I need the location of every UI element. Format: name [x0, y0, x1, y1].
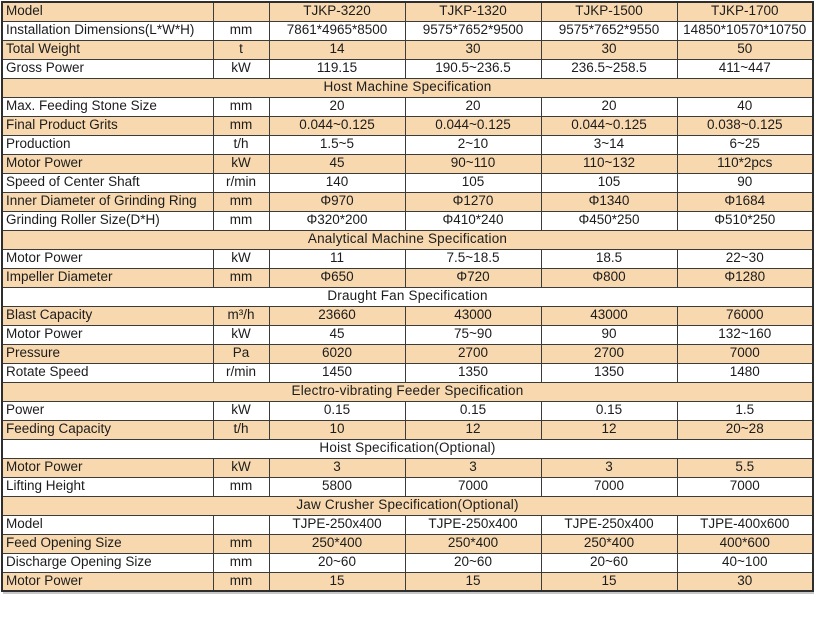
spec-unit: mm [213, 97, 269, 116]
spec-value: 11 [269, 249, 405, 268]
spec-value: 5800 [269, 477, 405, 496]
spec-label: Pressure [2, 344, 213, 363]
spec-value: 15 [269, 572, 405, 591]
spec-label: Motor Power [2, 458, 213, 477]
spec-value: Φ1340 [541, 192, 677, 211]
spec-value: Φ1280 [677, 268, 813, 287]
spec-label: Rotate Speed [2, 363, 213, 382]
spec-row [2, 534, 813, 553]
spec-value: 43000 [541, 306, 677, 325]
spec-label: Grinding Roller Size(D*H) [2, 211, 213, 230]
spec-row [2, 344, 813, 363]
spec-value: 105 [405, 173, 541, 192]
spec-value: Φ320*200 [269, 211, 405, 230]
section-row [2, 287, 813, 306]
section-header: Draught Fan Specification [2, 287, 813, 306]
spec-value: 1350 [405, 363, 541, 382]
spec-value: 12 [541, 420, 677, 439]
spec-unit: mm [213, 116, 269, 135]
spec-value: 5.5 [677, 458, 813, 477]
spec-value: 40~100 [677, 553, 813, 572]
spec-value: Φ450*250 [541, 211, 677, 230]
spec-value: 7000 [677, 477, 813, 496]
spec-unit: mm [213, 572, 269, 591]
spec-unit: t/h [213, 420, 269, 439]
spec-value: 7000 [541, 477, 677, 496]
spec-unit: m³/h [213, 306, 269, 325]
spec-value: 1.5 [677, 401, 813, 420]
spec-unit: mm [213, 192, 269, 211]
spec-label: Installation Dimensions(L*W*H) [2, 21, 213, 40]
spec-value: Φ1684 [677, 192, 813, 211]
spec-row [2, 515, 813, 534]
spec-row [2, 116, 813, 135]
spec-value: TJKP-3220 [269, 2, 405, 21]
spec-value: 23660 [269, 306, 405, 325]
spec-value: 9575*7652*9550 [541, 21, 677, 40]
spec-label: Motor Power [2, 154, 213, 173]
spec-value: 0.044~0.125 [269, 116, 405, 135]
spec-value: 2700 [405, 344, 541, 363]
section-row [2, 78, 813, 97]
section-header: Jaw Crusher Specification(Optional) [2, 496, 813, 515]
spec-label: Production [2, 135, 213, 154]
spec-value: 411~447 [677, 59, 813, 78]
spec-row [2, 21, 813, 40]
spec-value: 3~14 [541, 135, 677, 154]
spec-value: 75~90 [405, 325, 541, 344]
spec-value: TJKP-1320 [405, 2, 541, 21]
spec-value: 15 [541, 572, 677, 591]
spec-label: Speed of Center Shaft [2, 173, 213, 192]
spec-value: 250*400 [269, 534, 405, 553]
spec-value: 1480 [677, 363, 813, 382]
spec-unit: kW [213, 325, 269, 344]
spec-value: 18.5 [541, 249, 677, 268]
spec-value: 45 [269, 154, 405, 173]
spec-value: 7861*4965*8500 [269, 21, 405, 40]
spec-value: 0.15 [269, 401, 405, 420]
spec-row [2, 306, 813, 325]
spec-value: 0.038~0.125 [677, 116, 813, 135]
spec-label: Motor Power [2, 325, 213, 344]
spec-value: 250*400 [541, 534, 677, 553]
spec-value: 90 [541, 325, 677, 344]
spec-value: 0.15 [405, 401, 541, 420]
spec-value: TJPE-250x400 [269, 515, 405, 534]
spec-unit: mm [213, 21, 269, 40]
spec-value: 6~25 [677, 135, 813, 154]
spec-value: 0.044~0.125 [541, 116, 677, 135]
spec-value: Φ720 [405, 268, 541, 287]
spec-value: 119.15 [269, 59, 405, 78]
spec-value: 110~132 [541, 154, 677, 173]
spec-value: 2700 [541, 344, 677, 363]
spec-value: TJKP-1500 [541, 2, 677, 21]
spec-value: 400*600 [677, 534, 813, 553]
spec-value: TJPE-250x400 [541, 515, 677, 534]
spec-value: 110*2pcs [677, 154, 813, 173]
spec-value: 45 [269, 325, 405, 344]
spec-unit: kW [213, 458, 269, 477]
spec-unit: r/min [213, 363, 269, 382]
spec-label: Max. Feeding Stone Size [2, 97, 213, 116]
spec-row [2, 173, 813, 192]
spec-value: 90~110 [405, 154, 541, 173]
spec-value: Φ410*240 [405, 211, 541, 230]
spec-row [2, 2, 813, 21]
spec-value: 20 [405, 97, 541, 116]
spec-value: 7000 [677, 344, 813, 363]
spec-row [2, 268, 813, 287]
spec-value: 10 [269, 420, 405, 439]
spec-value: 43000 [405, 306, 541, 325]
spec-label: Impeller Diameter [2, 268, 213, 287]
spec-value: 1.5~5 [269, 135, 405, 154]
spec-label: Model [2, 515, 213, 534]
spec-unit: r/min [213, 173, 269, 192]
spec-value: 15 [405, 572, 541, 591]
spec-table [1, 1, 814, 592]
spec-unit: t/h [213, 135, 269, 154]
spec-table-body [2, 2, 813, 591]
spec-label: Feed Opening Size [2, 534, 213, 553]
spec-row [2, 401, 813, 420]
spec-value: 30 [541, 40, 677, 59]
spec-row [2, 553, 813, 572]
section-row [2, 496, 813, 515]
spec-value: 20 [269, 97, 405, 116]
spec-value: 90 [677, 173, 813, 192]
spec-value: 132~160 [677, 325, 813, 344]
spec-label: Discharge Opening Size [2, 553, 213, 572]
spec-row [2, 154, 813, 173]
spec-unit: kW [213, 249, 269, 268]
spec-label: Power [2, 401, 213, 420]
spec-row [2, 458, 813, 477]
spec-label: Final Product Grits [2, 116, 213, 135]
spec-unit: kW [213, 154, 269, 173]
spec-label: Model [2, 2, 213, 21]
spec-unit: kW [213, 59, 269, 78]
section-row [2, 230, 813, 249]
spec-value: 30 [405, 40, 541, 59]
spec-unit: mm [213, 553, 269, 572]
spec-value: 0.15 [541, 401, 677, 420]
spec-value: Φ650 [269, 268, 405, 287]
spec-row [2, 420, 813, 439]
spec-value: 20~60 [269, 553, 405, 572]
spec-label: Motor Power [2, 249, 213, 268]
spec-value: 50 [677, 40, 813, 59]
spec-row [2, 192, 813, 211]
spec-value: 7000 [405, 477, 541, 496]
spec-unit [213, 515, 269, 534]
spec-value: 20~28 [677, 420, 813, 439]
spec-row [2, 572, 813, 591]
spec-label: Inner Diameter of Grinding Ring [2, 192, 213, 211]
spec-value: 1350 [541, 363, 677, 382]
spec-label: Blast Capacity [2, 306, 213, 325]
spec-unit: t [213, 40, 269, 59]
spec-value: 6020 [269, 344, 405, 363]
spec-value: 40 [677, 97, 813, 116]
spec-value: 22~30 [677, 249, 813, 268]
spec-value: 30 [677, 572, 813, 591]
spec-value: 3 [541, 458, 677, 477]
spec-value: 2~10 [405, 135, 541, 154]
spec-unit [213, 2, 269, 21]
spec-value: 3 [405, 458, 541, 477]
spec-value: 14850*10570*10750 [677, 21, 813, 40]
spec-unit: mm [213, 534, 269, 553]
spec-value: Φ1270 [405, 192, 541, 211]
spec-row [2, 40, 813, 59]
spec-row [2, 477, 813, 496]
spec-value: Φ970 [269, 192, 405, 211]
spec-value: 20~60 [541, 553, 677, 572]
section-header: Hoist Specification(Optional) [2, 439, 813, 458]
section-header: Analytical Machine Specification [2, 230, 813, 249]
spec-value: 9575*7652*9500 [405, 21, 541, 40]
spec-value: TJPE-250x400 [405, 515, 541, 534]
spec-value: 0.044~0.125 [405, 116, 541, 135]
spec-unit: mm [213, 268, 269, 287]
section-header: Electro-vibrating Feeder Specification [2, 382, 813, 401]
spec-value: Φ510*250 [677, 211, 813, 230]
spec-value: 105 [541, 173, 677, 192]
section-row [2, 382, 813, 401]
spec-label: Motor Power [2, 572, 213, 591]
spec-label: Total Weight [2, 40, 213, 59]
spec-value: 12 [405, 420, 541, 439]
spec-value: 7.5~18.5 [405, 249, 541, 268]
spec-unit: Pa [213, 344, 269, 363]
spec-label: Gross Power [2, 59, 213, 78]
spec-value: 76000 [677, 306, 813, 325]
spec-value: 20~60 [405, 553, 541, 572]
spec-row [2, 211, 813, 230]
section-header: Host Machine Specification [2, 78, 813, 97]
spec-label: Feeding Capacity [2, 420, 213, 439]
spec-unit: mm [213, 211, 269, 230]
spec-label: Lifting Height [2, 477, 213, 496]
spec-value: Φ800 [541, 268, 677, 287]
spec-value: TJPE-400x600 [677, 515, 813, 534]
spec-row [2, 249, 813, 268]
spec-unit: mm [213, 477, 269, 496]
section-row [2, 439, 813, 458]
spec-unit: kW [213, 401, 269, 420]
spec-value: TJKP-1700 [677, 2, 813, 21]
spec-row [2, 325, 813, 344]
spec-value: 250*400 [405, 534, 541, 553]
spec-value: 236.5~258.5 [541, 59, 677, 78]
spec-value: 190.5~236.5 [405, 59, 541, 78]
spec-row [2, 97, 813, 116]
spec-row [2, 135, 813, 154]
spec-value: 140 [269, 173, 405, 192]
spec-value: 1450 [269, 363, 405, 382]
spec-value: 3 [269, 458, 405, 477]
spec-row [2, 59, 813, 78]
spec-value: 14 [269, 40, 405, 59]
spec-row [2, 363, 813, 382]
spec-value: 20 [541, 97, 677, 116]
